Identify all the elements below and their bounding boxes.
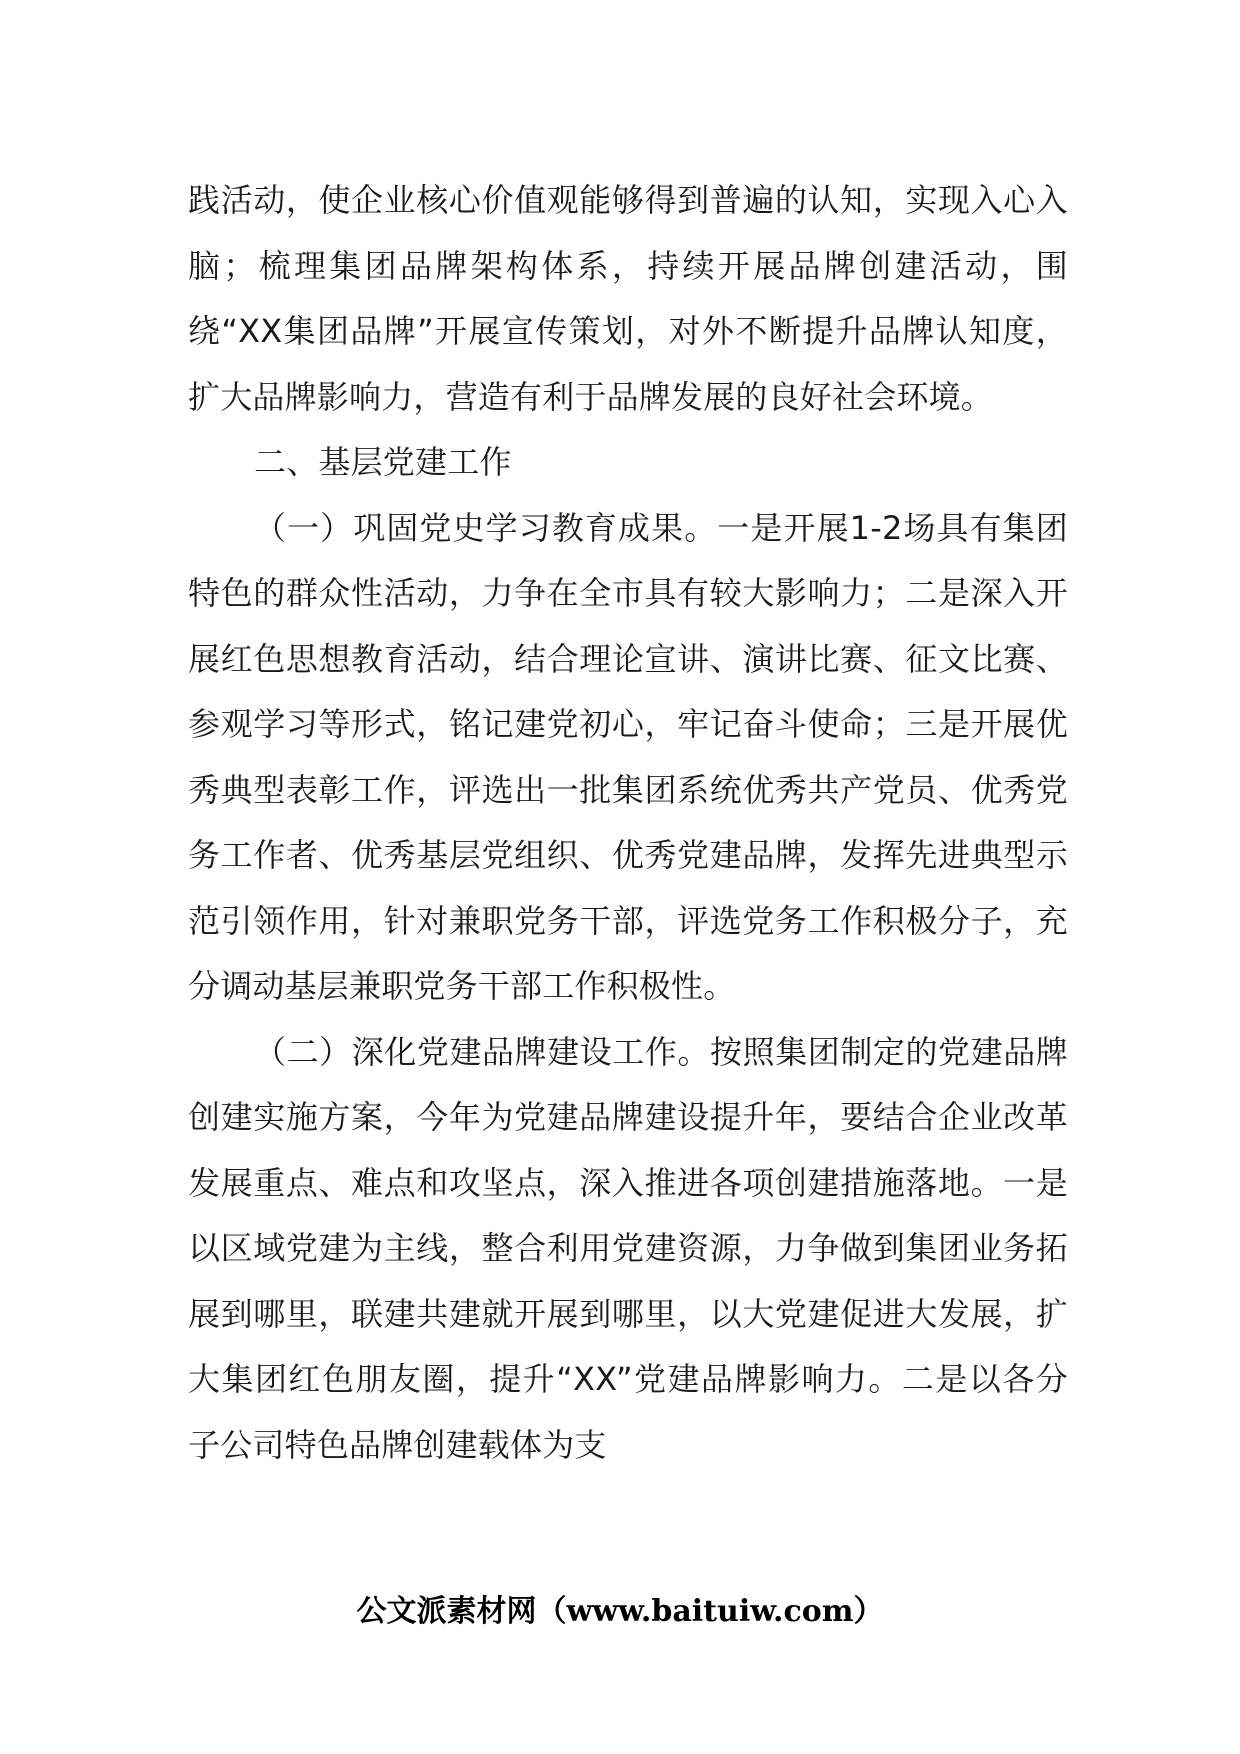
footer-watermark: 公文派素材网（www.baituiw.com） (356, 1594, 884, 1629)
paragraph-continuation: 践活动，使企业核心价值观能够得到普遍的认知，实现入心入脑；梳理集团品牌架构体系，持续开展品牌创建活动，围绕“XX集团品牌”开展宣传策划，对外不断提升品牌认知度，扩大品牌影响力，营造有利于品牌发展的良好社会环境。 (188, 181, 1068, 416)
paragraph-subsection-1: （一）巩固党史学习教育成果。一是开展1-2场具有集团特色的群众性活动，力争在全市具有较大影响力；二是深入开展红色思想教育活动，结合理论宣讲、演讲比赛、征文比赛、参观学习等形式，铭记建党初心，牢记奋斗使命；三是开展优秀典型表彰工作，评选出一批集团系统优秀共产党员、优秀党务工作者、优秀基层党组织、优秀党建品牌，发挥先进典型示范引领作用，针对兼职党务干部，评选党务工作积极分子，充分调动基层兼职党务干部工作积极性。 (188, 508, 1068, 1005)
section-heading: 二、基层党建工作 (254, 443, 512, 481)
document-body (188, 168, 1068, 1478)
paragraph-subsection-2: （二）深化党建品牌建设工作。按照集团制定的党建品牌创建实施方案，今年为党建品牌建设提升年，要结合企业改革发展重点、难点和攻坚点，深入推进各项创建措施落地。一是以区域党建为主线，整合利用党建资源，力争做到集团业务拓展到哪里，联建共建就开展到哪里，以大党建促进大发展，扩大集团红色朋友圈，提升“XX”党建品牌影响力。二是以各分子公司特色品牌创建载体为支 (188, 1032, 1068, 1464)
